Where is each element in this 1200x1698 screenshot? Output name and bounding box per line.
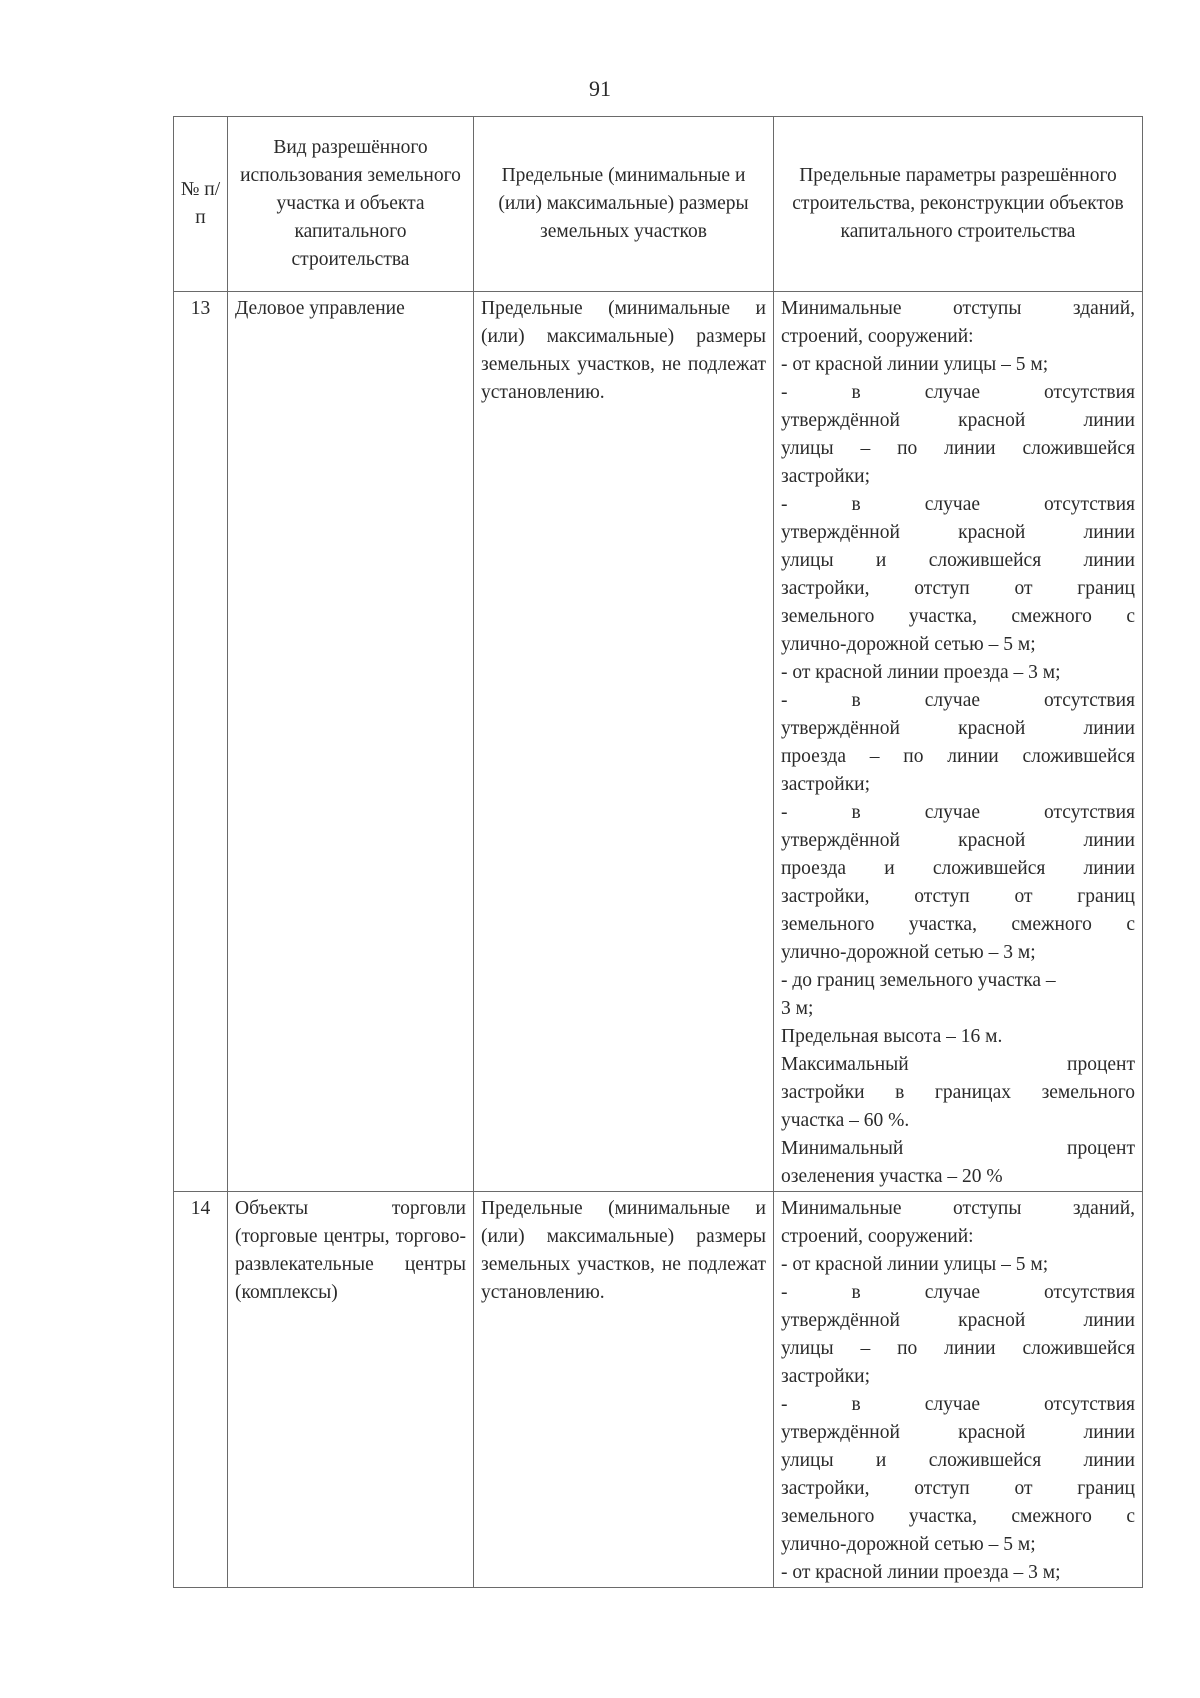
row-build-params (774, 1192, 1143, 1588)
param-line: улицы и сложившейся линии (781, 1450, 1135, 1471)
param-line: - от красной линии проезда – 3 м; (781, 662, 1061, 683)
param-line: - в случае отсутствия (781, 382, 1135, 403)
param-line: 3 м; (781, 998, 814, 1019)
param-line: - в случае отсутствия (781, 1394, 1135, 1415)
param-line: застройки в границах земельного (781, 1082, 1135, 1103)
param-line: проезда – по линии сложившейся (781, 746, 1135, 767)
param-line: - в случае отсутствия (781, 690, 1135, 711)
param-line: строений, сооружений: (781, 326, 974, 347)
row-use-kind: Деловое управление (228, 292, 474, 1192)
row-number: 14 (174, 1192, 228, 1588)
row-use-kind: Объекты торговли (торговые центры, торгово-развлекательные центры (комплексы) (228, 1192, 474, 1588)
param-line: строений, сооружений: (781, 1226, 974, 1247)
param-line: застройки; (781, 466, 871, 487)
land-use-table (173, 116, 1143, 1588)
param-line: - в случае отсутствия (781, 1282, 1135, 1303)
param-line: участка – 60 %. (781, 1110, 910, 1131)
page-number: 91 (589, 76, 611, 101)
row-plot-sizes: Предельные (минимальные и (или) максимальные) размеры земельных участков, не подлежат установлению. (474, 1192, 774, 1588)
param-line: улично-дорожной сетью – 5 м; (781, 1534, 1036, 1555)
param-line: улицы – по линии сложившейся (781, 1338, 1135, 1359)
param-line: земельного участка, смежного с (781, 914, 1135, 935)
table-row (174, 1192, 1143, 1588)
param-line: застройки, отступ от границ (781, 886, 1135, 907)
param-line: застройки; (781, 1366, 871, 1387)
header-build-params: Предельные параметры разрешённого строительства, реконструкции объектов капитального строительства (774, 117, 1143, 292)
param-line: озеленения участка – 20 % (781, 1166, 1003, 1187)
param-line: застройки, отступ от границ (781, 578, 1135, 599)
param-line: улично-дорожной сетью – 3 м; (781, 942, 1036, 963)
param-line: утверждённой красной линии (781, 522, 1135, 543)
param-line: земельного участка, смежного с (781, 1506, 1135, 1527)
header-plot-sizes: Предельные (минимальные и (или) максимальные) размеры земельных участков (474, 117, 774, 292)
row-build-params (774, 292, 1143, 1192)
param-line: утверждённой красной линии (781, 718, 1135, 739)
param-line: застройки, отступ от границ (781, 1478, 1135, 1499)
param-line: Предельная высота – 16 м. (781, 1026, 1003, 1047)
header-use-kind: Вид разрешённого использования земельного участка и объекта капитального строительства (228, 117, 474, 292)
header-number: № п/п (174, 117, 228, 292)
param-line: - от красной линии улицы – 5 м; (781, 354, 1049, 375)
param-line: застройки; (781, 774, 871, 795)
table-row (174, 292, 1143, 1192)
param-line: утверждённой красной линии (781, 1310, 1135, 1331)
param-line: улицы – по линии сложившейся (781, 438, 1135, 459)
param-line: утверждённой красной линии (781, 410, 1135, 431)
param-line: - до границ земельного участка – (781, 970, 1056, 991)
param-line: - в случае отсутствия (781, 802, 1135, 823)
param-line: улицы и сложившейся линии (781, 550, 1135, 571)
param-line: - от красной линии проезда – 3 м; (781, 1562, 1061, 1583)
param-line: Максимальный процент (781, 1054, 1135, 1075)
row-plot-sizes: Предельные (минимальные и (или) максимальные) размеры земельных участков, не подлежат установлению. (474, 292, 774, 1192)
param-line: Минимальные отступы зданий, (781, 1198, 1135, 1219)
row-number: 13 (174, 292, 228, 1192)
param-line: улично-дорожной сетью – 5 м; (781, 634, 1036, 655)
param-line: - в случае отсутствия (781, 494, 1135, 515)
param-line: земельного участка, смежного с (781, 606, 1135, 627)
param-line: Минимальный процент (781, 1138, 1135, 1159)
table-header-row (174, 117, 1143, 292)
param-line: - от красной линии улицы – 5 м; (781, 1254, 1049, 1275)
param-line: утверждённой красной линии (781, 830, 1135, 851)
param-line: проезда и сложившейся линии (781, 858, 1135, 879)
param-line: Минимальные отступы зданий, (781, 298, 1135, 319)
param-line: утверждённой красной линии (781, 1422, 1135, 1443)
